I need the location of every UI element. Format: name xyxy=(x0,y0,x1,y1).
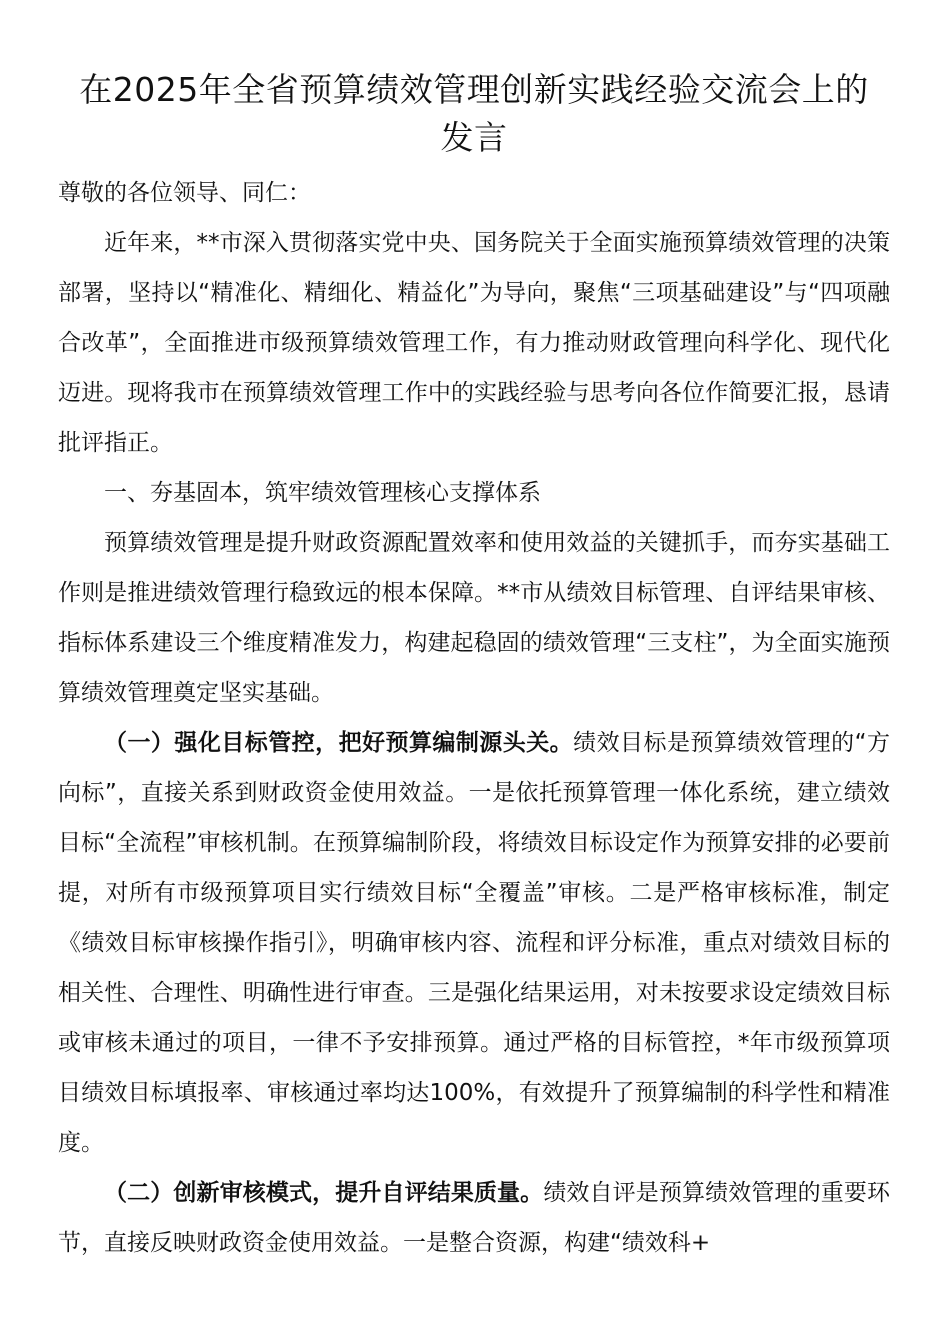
subsection-1-paragraph xyxy=(58,718,890,1168)
section-1-heading: 一、夯基固本，筑牢绩效管理核心支撑体系 xyxy=(104,480,541,506)
subsection-2-body: 绩效自评是预算绩效管理的重要环节，直接反映财政资金使用效益。一是整合资源，构建“绩效科+ xyxy=(58,1180,891,1256)
salutation: 尊敬的各位领导、同仁： xyxy=(58,180,311,206)
subsection-2-heading: （二）创新审核模式，提升自评结果质量。 xyxy=(104,1180,544,1206)
intro-paragraph: 近年来，**市深入贯彻落实党中央、国务院关于全面实施预算绩效管理的决策部署，坚持以“精准化、精细化、精益化”为导向，聚焦“三项基础建设”与“四项融合改革”，全面推进市级预算绩效管理工作，有力推动财政管理向科学化、现代化迈进。现将我市在预算绩效管理工作中的实践经验与思考向各位作简要汇报，恳请批评指正。 xyxy=(58,230,890,456)
section-1-paragraph: 预算绩效管理是提升财政资源配置效率和使用效益的关键抓手，而夯实基础工作则是推进绩效管理行稳致远的根本保障。**市从绩效目标管理、自评结果审核、指标体系建设三个维度精准发力，构建起稳固的绩效管理“三支柱”，为全面实施预算绩效管理奠定坚实基础。 xyxy=(58,530,890,706)
subsection-1-heading: （一）强化目标管控，把好预算编制源头关。 xyxy=(104,730,574,756)
subsection-1-body: 绩效目标是预算绩效管理的“方向标”，直接关系到财政资金使用效益。一是依托预算管理一体化系统，建立绩效目标“全流程”审核机制。在预算编制阶段，将绩效目标设定作为预算安排的必要前提，对所有市级预算项目实行绩效目标“全覆盖”审核。二是严格审核标准，制定《绩效目标审核操作指引》，明确审核内容、流程和评分标准，重点对绩效目标的相关性、合理性、明确性进行审查。三是强化结果运用，对未按要求设定绩效目标或审核未通过的项目，一律不予安排预算。通过严格的目标管控，*年市级预算项目绩效目标填报率、审核通过率均达100%，有效提升了预算编制的科学性和精准度。 xyxy=(58,730,890,1156)
subsection-2-paragraph xyxy=(58,1168,890,1268)
document-title: 在2025年全省预算绩效管理创新实践经验交流会上的发言 xyxy=(79,70,869,157)
